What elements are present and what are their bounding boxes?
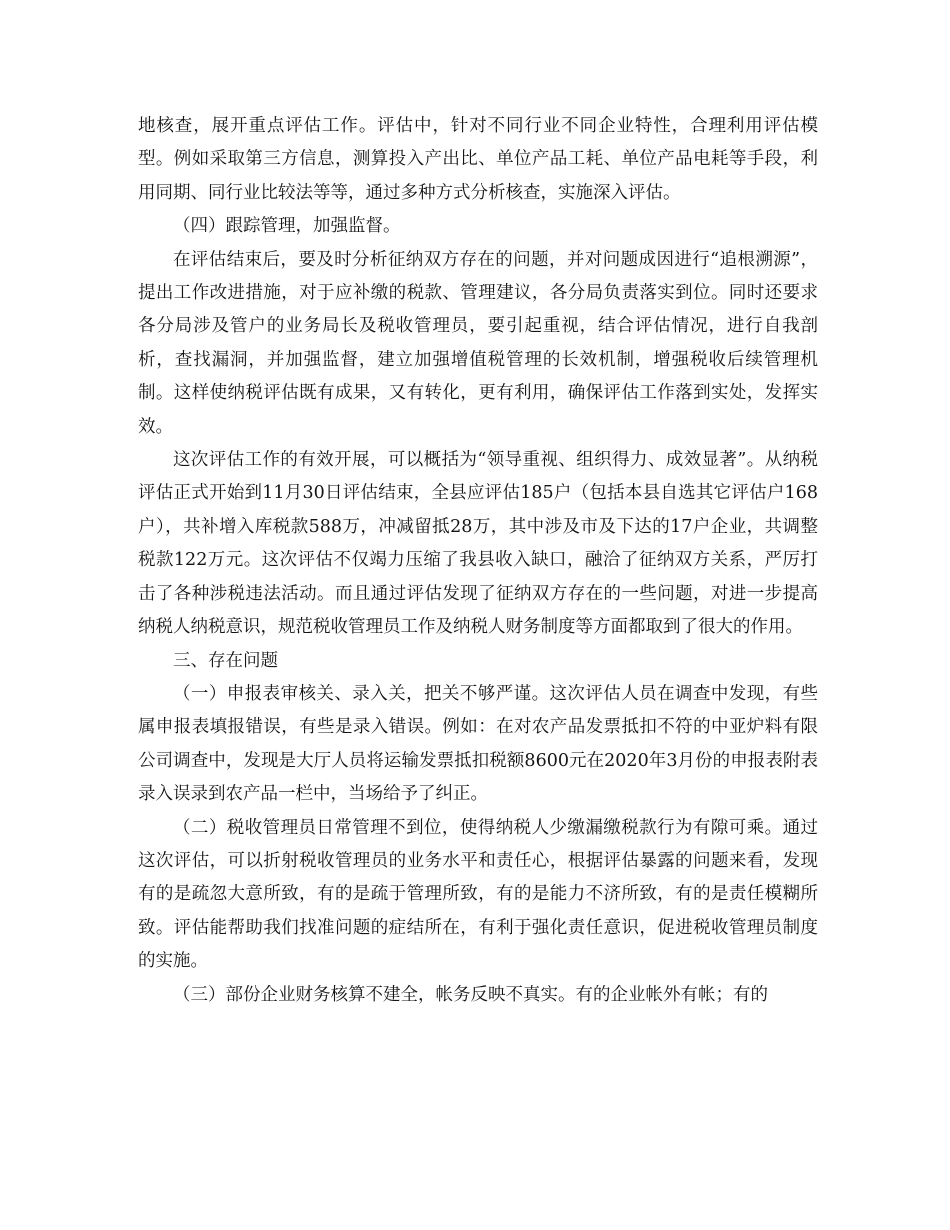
paragraph-evaluation-methods: 地核查，展开重点评估工作。评估中，针对不同行业不同企业特性，合理利用评估模型。例如采取第三方信息，测算投入产出比、单位产品工耗、单位产品电耗等手段，利用同期、同行业比较法等等，通过多种方式分析核查，实施深入评估。	[138, 116, 818, 203]
paragraph-problem-two: （二）税收管理员日常管理不到位，使得纳税人少缴漏缴税款行为有隙可乘。通过这次评估，可以折射税收管理员的业务水平和责任心，根据评估暴露的问题来看，发现有的是疏忽大意所致，有的是疏于管理所致，有的是能力不济所致，有的是责任模糊所致。评估能帮助我们找准问题的症结所在，有利于强化责任意识，促进税收管理员制度的实施。	[138, 817, 818, 972]
heading-tracking-management: （四）跟踪管理，加强监督。	[173, 216, 401, 237]
paragraph-evaluation-results: 这次评估工作的有效开展，可以概括为“领导重视、组织得力、成效显著”。从纳税评估正式开始到11月30日评估结束，全县应评估185户（包括本县自选其它评估户168户），共补增入库税款588万，冲减留抵28万，其中涉及市及下达的17户企业，共调整税款122万元。这次评估不仅竭力压缩了我县收入缺口，融洽了征纳双方关系，严厉打击了各种涉税违法活动。而且通过评估发现了征纳双方存在的一些问题，对进一步提高纳税人纳税意识，规范税收管理员工作及纳税人财务制度等方面都取到了很大的作用。	[138, 450, 818, 638]
document-body	[138, 110, 818, 1012]
heading-existing-problems: 三、存在问题	[173, 650, 278, 671]
paragraph-problem-three: （三）部份企业财务核算不建全，帐务反映不真实。有的企业帐外有帐；有的	[173, 984, 768, 1005]
paragraph-post-evaluation: 在评估结束后，要及时分析征纳双方存在的问题，并对问题成因进行“追根溯源”，提出工作改进措施，对于应补缴的税款、管理建议，各分局负责落实到位。同时还要求各分局涉及管户的业务局长及税收管理员，要引起重视，结合评估情况，进行自我剖析，查找漏洞，并加强监督，建立加强增值税管理的长效机制，增强税收后续管理机制。这样使纳税评估既有成果，又有转化，更有利用，确保评估工作落到实处，发挥实效。	[138, 249, 818, 437]
paragraph-problem-one: （一）申报表审核关、录入关，把关不够严谨。这次评估人员在调查中发现，有些属申报表填报错误，有些是录入错误。例如：在对农产品发票抵扣不符的中亚炉料有限公司调查中，发现是大厅人员将运输发票抵扣税额8600元在2020年3月份的申报表附表录入误录到农产品一栏中，当场给予了纠正。	[138, 683, 818, 805]
